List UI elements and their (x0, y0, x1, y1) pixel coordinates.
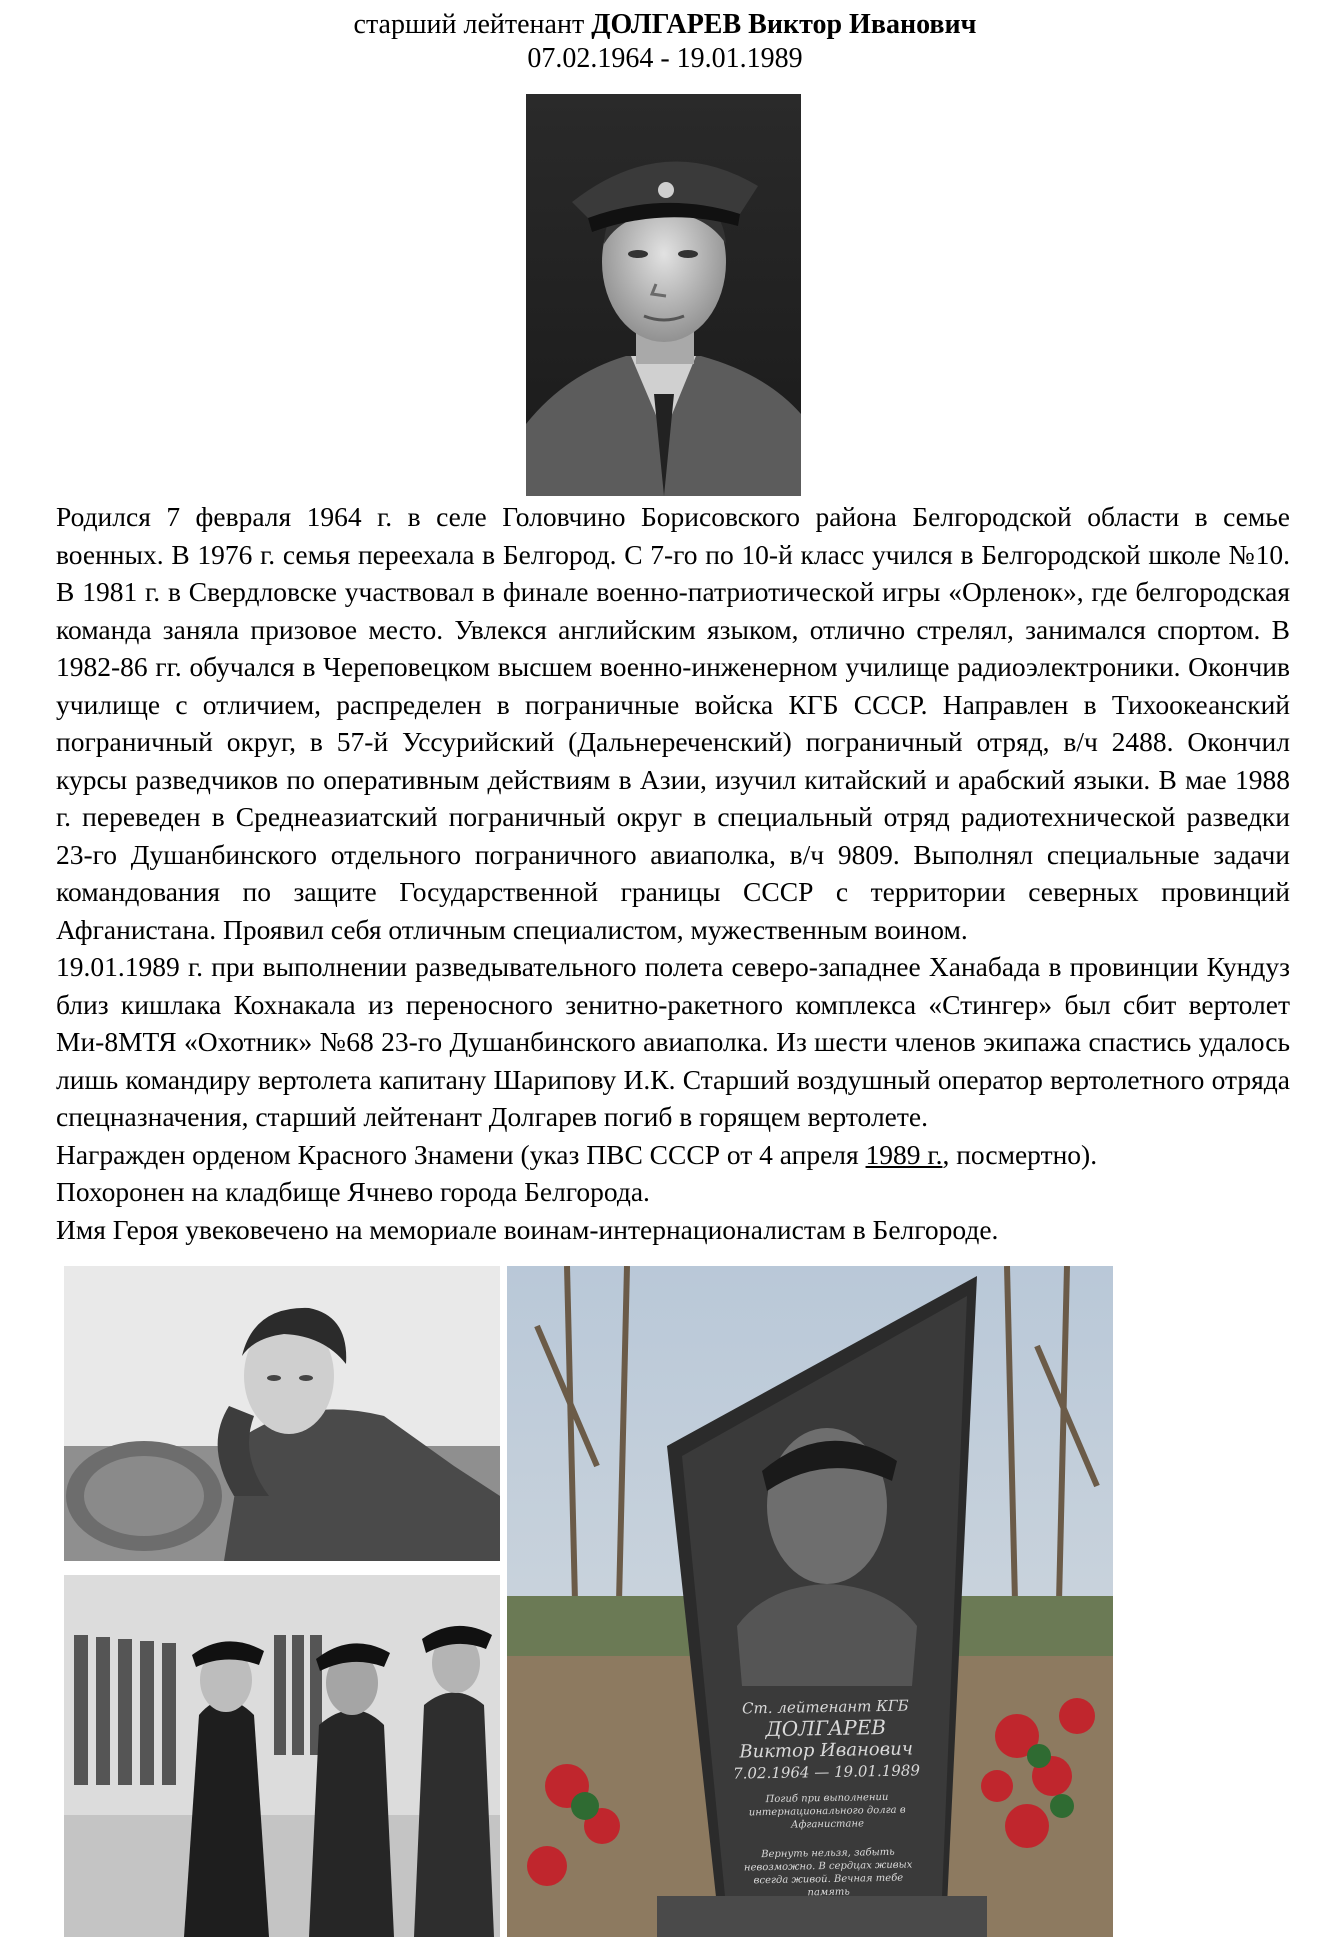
award-text: Награжден орденом Красного Знамени (указ ПВС СССР от 4 апреля (56, 1138, 866, 1170)
seated-image (64, 1266, 500, 1561)
portrait-photo (526, 94, 801, 496)
rank: старший лейтенант (353, 9, 585, 40)
stone-given-names: Виктор Иванович (739, 1738, 914, 1763)
page-header (0, 8, 1330, 76)
life-dates: 07.02.1964 - 19.01.1989 (527, 43, 803, 74)
stone-dates: 7.02.1964 — 19.01.1989 (733, 1761, 921, 1783)
seated-photo (64, 1266, 500, 1561)
award-year-link[interactable]: 1989 г. (865, 1138, 943, 1170)
stone-inscription (710, 1696, 943, 1901)
bio-paragraph-3 (56, 1136, 1290, 1174)
bio-paragraph-1: Родился 7 февраля 1964 г. в селе Головчино Борисовского района Белгородской области в семье военных. В 1976 г. семья переехала в Белгород. С 7-го по 10-й класс учился в Белгородской школе №10. В 1981 г. в Свердловске участвовал в финале военно-патриотической игры «Орленок», где белгородская команда заняла призовое место. Увлекся английским языком, отлично стрелял, занимался спортом. В 1982-86 гг. обучался в Череповецком высшем военно-инженерном училище радиоэлектроники. Окончив училище с отличием, распределен в пограничные войска КГБ СССР. Направлен в Тихоокеанский пограничный округ, в 57-й Уссурийский (Дальнереченский) пограничный отряд, в/ч 2488. Окончил курсы разведчиков по оперативным действиям в Азии, изучил китайский и арабский языки. В мае 1988 г. переведен в Среднеазиатский пограничный округ в специальный отряд радиотехнической разведки 23-го Душанбинского отдельного пограничного авиаполка, в/ч 9809. Выполнял специальные задачи командования по защите Государственной границы СССР с территории северных провинций Афганистана. Проявил себя отличным специалистом, мужественным воином. (56, 501, 1290, 945)
stone-rank: Ст. лейтенант КГБ (741, 1696, 909, 1718)
award-text-end: , посмертно). (942, 1138, 1098, 1170)
bio-paragraph-4: Похоронен на кладбище Ячнево города Белгорода. (56, 1176, 650, 1207)
full-name: ДОЛГАРЕВ Виктор Иванович (591, 9, 977, 40)
bio-paragraph-2: 19.01.1989 г. при выполнении разведывательного полета северо-западнее Ханабада в провинции Кундуз близ кишлака Кохнакала из переносного зенитно-ракетного комплекса «Стингер» был сбит вертолет Ми-8МТЯ «Охотник» №68 23-го Душанбинского авиаполка. Из шести членов экипажа спастись удалось лишь командиру вертолета капитану Шарипову И.К. Старший воздушный оператор вертолетного отряда спецназначения, старший лейтенант Долгарев погиб в горящем вертолете. (56, 951, 1290, 1132)
stone-epitaph-2: Вернуть нельзя, забыть невозможно. В сердцах живых всегда живой. Вечная тебе память (743, 1846, 913, 1899)
memorial-photo (507, 1266, 1113, 1937)
portrait-image (526, 94, 801, 496)
stone-surname: ДОЛГАРЕВ (765, 1714, 887, 1742)
stone-epitaph-1: Погиб при выполнении интернационального долга в Афганистане (748, 1791, 906, 1831)
title-line (0, 8, 1330, 42)
ceremony-photo (64, 1575, 500, 1937)
biography (56, 498, 1290, 1248)
bio-paragraph-5: Имя Героя увековечено на мемориале воинам-интернационалистам в Белгороде. (56, 1213, 999, 1245)
ceremony-image (64, 1575, 500, 1937)
